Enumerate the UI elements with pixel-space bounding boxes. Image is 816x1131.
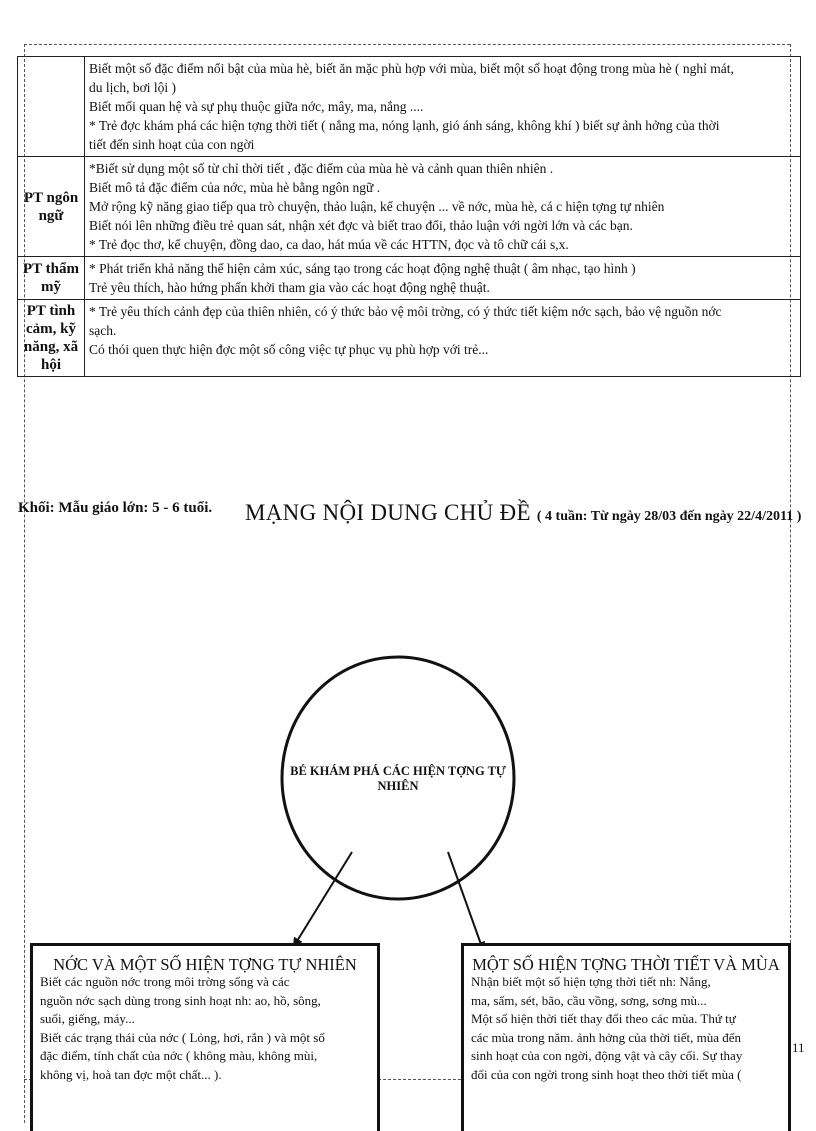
branch-heading: NỚC VÀ MỘT SỐ HIỆN TỢNG TỰ NHIÊN [53, 955, 357, 974]
branch-line: nguồn nớc sạch dùng trong sinh hoạt nh: ao, hồ, sông, [40, 992, 321, 1008]
branch-line: Một số hiện thời tiết thay đổi theo các mùa. Thứ tự [471, 1011, 736, 1026]
goal-line: *Biết sử dụng một số từ chỉ thời tiết , đặc điểm của mùa hè và cảnh quan thiên nhiên . [89, 161, 554, 176]
branch-box-water [30, 943, 380, 1131]
goals-cell [85, 57, 801, 157]
arrow-to-right-branch [448, 852, 483, 950]
arrow-to-left-branch [294, 852, 352, 946]
page-number: 11 [792, 1040, 805, 1055]
branch-line: Biết các trạng thái của nớc ( Lỏng, hơi, rắn ) và một số [40, 1029, 325, 1045]
goal-line: Có thói quen thực hiện đợc một số công việc tự phục vụ phù hợp với trẻ... [89, 342, 489, 357]
area-cell: PT tình cảm, kỹ năng, xã hội [18, 300, 85, 377]
goal-line: tiết đến sinh hoạt của con ngời [89, 137, 255, 152]
branch-line: suối, giếng, máy... [40, 1011, 135, 1026]
branch-line: Biết các nguồn nớc trong môi trờng sống và các [40, 974, 290, 989]
branch-line: đặc điểm, tính chất của nớc ( không màu, không mùi, [40, 1048, 318, 1063]
table-row [18, 157, 801, 257]
goals-cell [85, 157, 801, 257]
branch-line: không vị, hoà tan đợc một chất... ). [40, 1066, 222, 1082]
area-cell: PT thẩm mỹ [18, 257, 85, 300]
goal-line: Biết một số đặc điểm nổi bật của mùa hè, biết ăn mặc phù hợp với mùa, biết một số hoạt động trong mùa hè ( nghỉ mát, [89, 61, 734, 76]
goal-line: Biết nói lên những điều trẻ quan sát, nhận xét đợc và biết trao đổi, thảo luận với ngời lớn và các bạn. [89, 218, 633, 233]
branch-line: đổi của con ngời trong sinh hoạt theo thời tiết mùa ( [471, 1066, 742, 1082]
page-title [245, 500, 801, 526]
goal-line: du lịch, bơi lội ) [89, 80, 177, 95]
goal-line: sạch. [89, 323, 117, 338]
goal-line: Biết mô tả đặc điểm của nớc, mùa hè bằng ngôn ngữ . [89, 180, 381, 195]
branch-line: ma, sấm, sét, bão, cầu vồng, sơng, sơng mù... [471, 992, 707, 1008]
goal-line: * Trẻ đọc thơ, kể chuyện, đồng dao, ca dao, hát múa về các HTTN, đọc và tô chữ cái s,x. [89, 237, 569, 252]
topic-network-title: MẠNG NỘI DUNG CHỦ ĐỀ [245, 500, 531, 525]
goals-cell [85, 257, 801, 300]
branch-line: Nhận biết một số hiện tợng thời tiết nh: Nắng, [471, 974, 711, 989]
goal-line: Mở rộng kỹ năng giao tiếp qua trò chuyện, thảo luận, kể chuyện ... về nớc, mùa hè, cá c hiện tợng tự nhiên [89, 199, 665, 214]
table-row [18, 300, 801, 377]
development-goals-table [17, 56, 801, 377]
area-cell: PT ngôn ngữ [18, 157, 85, 257]
goal-line: * Trẻ yêu thích cảnh đẹp của thiên nhiên, có ý thức bảo vệ môi trờng, có ý thức tiết kiệm nớc sạch, bảo vệ nguồn nớc [89, 304, 722, 319]
branch-line: các mùa trong năm. ảnh hởng của thời tiết, mùa đến [471, 1029, 742, 1045]
area-cell [18, 57, 85, 157]
goal-line: * Phát triển khả năng thể hiện cảm xúc, sáng tạo trong các hoạt động nghệ thuật ( âm nhạc, tạo hình ) [89, 261, 636, 276]
goal-line: Trẻ yêu thích, hào hứng phấn khởi tham gia vào các hoạt động nghệ thuật. [89, 280, 490, 295]
table-row [18, 57, 801, 157]
table-row [18, 257, 801, 300]
age-group-label: Khối: Mẫu giáo lớn: 5 - 6 tuổi. [18, 500, 213, 516]
date-range-subtitle: ( 4 tuần: Từ ngày 28/03 đến ngày 22/4/2011 ) [536, 509, 802, 524]
page-frame-top-border [24, 44, 790, 45]
branch-box-weather [461, 943, 791, 1131]
branch-line: sinh hoạt của con ngời, động vật và cây cối. Sự thay [471, 1048, 743, 1063]
goal-line: * Trẻ đợc khám phá các hiện tợng thời tiết ( nắng ma, nóng lạnh, gió ánh sáng, không khí ) biết sự ảnh hởng của thời [89, 118, 720, 133]
goal-line: Biết mối quan hệ và sự phụ thuộc giữa nớc, mây, ma, nắng .... [89, 99, 424, 114]
central-topic-label: BÉ KHÁM PHÁ CÁC HIỆN TỢNG TỰ NHIÊN [290, 764, 506, 793]
goals-cell [85, 300, 801, 377]
branch-heading: MỘT SỐ HIỆN TỢNG THỜI TIẾT VÀ MÙA [472, 955, 780, 974]
